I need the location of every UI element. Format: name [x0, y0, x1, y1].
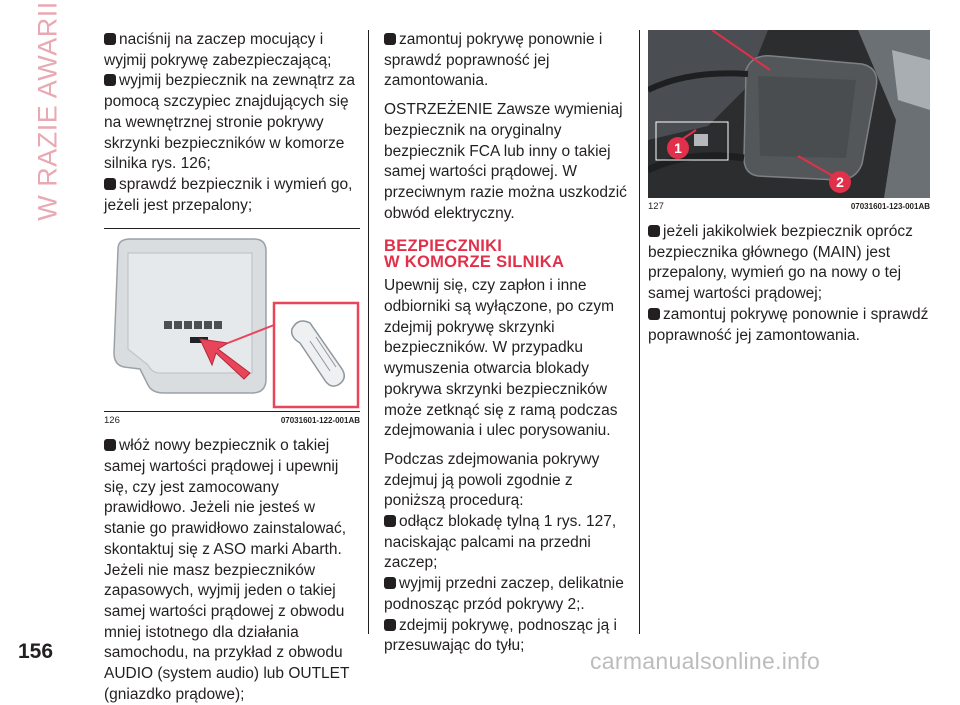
paragraph: Upewnij się, czy zapłon i inne odbiorniki są wyłączone, po czym zdejmij pokrywę skrzynki bezpieczników. W przypadku wymuszenia otwarcia blokady pokrywa skrzynki bezpieczników może zetknąć się z ramą podczas zdejmowania i ulec porysowaniu. — [384, 277, 618, 440]
column-right — [648, 30, 930, 346]
figure-code: 07031601-123-001AB — [850, 202, 930, 211]
column-left — [104, 30, 360, 705]
list-item: naciśnij na zaczep mocujący i wyjmij pokrywę zabezpieczającą; — [104, 31, 332, 69]
figure-126-image — [104, 228, 360, 412]
bullet-icon — [384, 33, 396, 45]
list-item: wyjmij przedni zaczep, delikatnie podnosząc przód pokrywy 2;. — [384, 575, 624, 613]
list-item: zamontuj pokrywę ponownie i sprawdź poprawność jej zamontowania. — [648, 305, 929, 344]
section-side-title — [28, 1, 68, 221]
list-item: włóż nowy bezpiecznik o takiej samej wartości prądowej i upewnij się, czy jest zamocowany prawidłowo. Jeżeli nie jesteś w stanie go prawidłowo zainstalować, skontaktuj się z ASO marki Abarth. Jeżeli nie masz bezpieczników zapasowych, wyjmij jeden o takiej samej wartości prądowej z obwodu mniej istotnego dla działania samochodu, na przykład z obwodu AUDIO (system audio) lub OUTLET (gniazdko prądowe); — [104, 437, 350, 703]
bullet-icon — [104, 178, 116, 190]
figure-127-image — [648, 30, 930, 198]
list-item: wyjmij bezpiecznik na zewnątrz za pomocą szczypiec znajdujących się na wewnętrznej stronie pokrywy skrzynki bezpieczników w komorze silnika rys. 126; — [104, 72, 356, 173]
section-heading: BEZPIECZNIKI W KOMORZE SILNIKA — [384, 237, 565, 272]
callout-1-label: 1 — [674, 140, 682, 156]
figure-number: 126 — [104, 415, 120, 427]
bullet-icon — [384, 515, 396, 527]
list-item: zamontuj pokrywę ponownie i sprawdź poprawność jej zamontowania. — [384, 31, 603, 90]
bullet-icon — [104, 74, 116, 86]
bullet-icon — [104, 33, 116, 45]
column-middle — [384, 30, 636, 657]
column-divider — [639, 30, 640, 634]
figure-code: 07031601-122-001AB — [280, 416, 360, 426]
page-number: 156 — [18, 640, 54, 663]
bullet-icon — [384, 577, 396, 589]
section-title-text: W RAZIE AWARII — [32, 1, 63, 221]
bullet-icon — [384, 619, 396, 631]
engine-fuse-box-photo — [648, 30, 930, 198]
figure-127-caption — [648, 200, 930, 214]
figure-126-caption — [104, 414, 360, 428]
callout-2-label: 2 — [836, 174, 844, 190]
warning-paragraph: OSTRZEŻENIE Zawsze wymieniaj bezpiecznik na oryginalny bezpiecznik FCA lub inny o takiej samej wartości prądowej. W przeciwnym razie można uszkodzić obwód elektryczny. — [384, 101, 627, 222]
list-item: jeżeli jakikolwiek bezpiecznik oprócz bezpiecznika głównego (MAIN) jest przepalony, wymień go na nowy o tej samej wartości prądowej; — [648, 223, 913, 303]
bullet-icon — [104, 439, 116, 451]
column-divider — [368, 30, 369, 634]
list-item: zdejmij pokrywę, podnosząc ją i przesuwając do tyłu; — [384, 616, 617, 655]
bullet-icon — [648, 225, 660, 237]
list-item: odłącz blokadę tylną 1 rys. 127, naciskając palcami na przedni zaczep; — [384, 513, 617, 572]
list-item: sprawdź bezpiecznik i wymień go, jeżeli jest przepalony; — [104, 175, 353, 214]
paragraph: Podczas zdejmowania pokrywy zdejmuj ją powoli zgodnie z poniższą procedurą: — [384, 450, 600, 510]
figure-number: 127 — [648, 201, 664, 212]
fuse-box-cover-illustration — [104, 229, 360, 411]
bullet-icon — [648, 308, 660, 320]
watermark-footer: carmanualsonline.info — [590, 648, 821, 674]
